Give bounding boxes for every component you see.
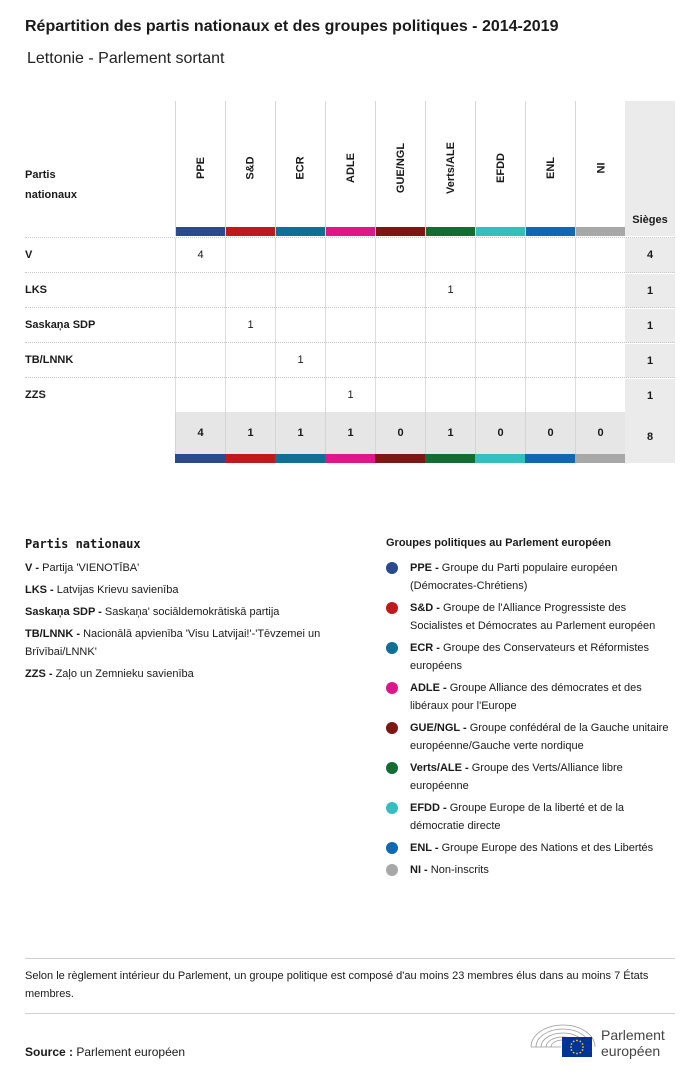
table-cell: 1 xyxy=(275,343,325,378)
group-legend-name: Groupe Alliance des démocrates et des libéraux pour l'Europe xyxy=(410,682,642,712)
party-legend-item xyxy=(25,665,365,683)
row-seats: 1 xyxy=(625,378,675,414)
table-cell xyxy=(575,308,625,343)
group-color-dot-icon xyxy=(386,842,398,854)
row-seats: 1 xyxy=(625,343,675,379)
party-legend-item xyxy=(25,559,365,577)
table-cell xyxy=(475,378,525,413)
source-line xyxy=(25,1045,185,1059)
group-header-label-wrap xyxy=(176,113,226,223)
table-cell xyxy=(475,238,525,273)
group-legend-name: Groupe Europe de la liberté et de la démocratie directe xyxy=(410,802,625,832)
group-header-label: ECR xyxy=(294,156,307,180)
party-column-header: Partis nationaux xyxy=(25,169,77,201)
table-cell xyxy=(175,378,225,413)
parliament-logo xyxy=(529,1021,679,1061)
table-cell xyxy=(475,308,525,343)
total-cell: 1 xyxy=(225,412,275,454)
group-legend-item xyxy=(386,861,676,879)
table-cell xyxy=(475,343,525,378)
table-cell: 1 xyxy=(425,273,475,308)
group-header-label: EFDD xyxy=(494,153,507,183)
source-label: Source : xyxy=(25,1045,74,1059)
table-cell xyxy=(475,273,525,308)
total-cell: 1 xyxy=(325,412,375,454)
row-party-name: V xyxy=(25,249,33,261)
group-legend-item xyxy=(386,719,676,755)
table-cell xyxy=(275,308,325,343)
national-parties-legend-title: Partis nationaux xyxy=(25,537,141,551)
group-color-dot-icon xyxy=(386,602,398,614)
group-header-label-wrap xyxy=(376,113,426,223)
table-row xyxy=(25,272,675,308)
table-row xyxy=(25,342,675,378)
group-header-label: GUE/NGL xyxy=(395,142,407,194)
group-header-label: ADLE xyxy=(344,153,357,183)
page-subtitle: Lettonie - Parlement sortant xyxy=(27,50,225,67)
table-cell xyxy=(425,238,475,273)
group-legend-name: Groupe des Conservateurs et Réformistes européens xyxy=(410,642,650,672)
group-color-bar xyxy=(176,227,226,236)
group-legend-name: Groupe de l'Alliance Progressiste des Socialistes et Démocrates au Parlement européen xyxy=(410,602,656,632)
group-legend-abbr: NI - xyxy=(410,864,428,876)
table-cell xyxy=(275,238,325,273)
group-legend-name: Groupe confédéral de la Gauche unitaire européenne/Gauche verte nordique xyxy=(410,722,669,752)
group-legend-abbr: S&D - xyxy=(410,602,440,614)
seats-header-label: Sièges xyxy=(632,214,668,226)
group-header-col xyxy=(225,101,276,236)
total-cell: 0 xyxy=(575,412,625,454)
total-cell: 4 xyxy=(175,412,225,454)
group-header-label: PPE xyxy=(194,156,207,180)
group-color-dot-icon xyxy=(386,562,398,574)
table-cell xyxy=(325,308,375,343)
group-color-dot-icon xyxy=(386,762,398,774)
total-color-bar xyxy=(475,454,525,463)
table-cell: 4 xyxy=(175,238,225,273)
group-header-label-wrap xyxy=(426,113,476,223)
group-header-label: Verts/ALE xyxy=(445,142,457,194)
group-legend-abbr: ADLE - xyxy=(410,682,447,694)
political-groups-legend xyxy=(386,537,676,883)
table-cell xyxy=(325,238,375,273)
group-header-col xyxy=(275,101,326,236)
total-color-bar xyxy=(575,454,625,463)
group-header-label-wrap xyxy=(476,113,526,223)
party-legend-item xyxy=(25,581,365,599)
group-color-dot-icon xyxy=(386,722,398,734)
group-legend-abbr: ECR - xyxy=(410,642,440,654)
table-cell xyxy=(225,378,275,413)
table-cell xyxy=(275,273,325,308)
group-header-col xyxy=(175,101,226,236)
table-cell xyxy=(425,343,475,378)
group-color-bar xyxy=(376,227,426,236)
table-cell xyxy=(375,378,425,413)
table-cell xyxy=(175,343,225,378)
group-header-label-wrap xyxy=(326,113,376,223)
total-color-bar xyxy=(325,454,375,463)
page-title: Répartition des partis nationaux et des groupes politiques - 2014-2019 xyxy=(25,18,559,35)
table-cell: 1 xyxy=(225,308,275,343)
totals-row xyxy=(175,412,675,463)
table-cell xyxy=(575,378,625,413)
group-header-col xyxy=(375,101,426,236)
party-legend-abbr: Saskaņa SDP - xyxy=(25,606,102,618)
group-legend-item xyxy=(386,839,676,857)
total-cell: 1 xyxy=(425,412,475,454)
group-legend-item xyxy=(386,799,676,835)
party-legend-abbr: TB/LNNK - xyxy=(25,628,80,640)
group-legend-name: Non-inscrits xyxy=(430,864,489,876)
total-color-bar xyxy=(375,454,425,463)
party-legend-name: Nacionālā apvienība 'Visu Latvijai!'-'Tēvzemei un Brīvībai/LNNK' xyxy=(25,628,321,658)
total-cell: 1 xyxy=(275,412,325,454)
total-color-bar xyxy=(225,454,275,463)
party-legend-abbr: LKS - xyxy=(25,584,54,596)
total-seats: 8 xyxy=(625,412,675,463)
group-header-col xyxy=(575,101,626,236)
table-cell xyxy=(275,378,325,413)
table-row xyxy=(25,307,675,343)
table-cell xyxy=(425,308,475,343)
group-color-bar xyxy=(476,227,526,236)
group-color-bar xyxy=(426,227,476,236)
group-color-dot-icon xyxy=(386,642,398,654)
logo-line-1: Parlement xyxy=(601,1027,665,1043)
political-groups-legend-title: Groupes politiques au Parlement européen xyxy=(386,537,611,549)
source-value: Parlement européen xyxy=(76,1045,186,1059)
party-legend-name: Zaļo un Zemnieku savienība xyxy=(55,668,194,680)
row-party-name: Saskaņa SDP xyxy=(25,319,96,331)
party-legend-abbr: V - xyxy=(25,562,40,574)
group-legend-abbr: EFDD - xyxy=(410,802,447,814)
row-seats: 1 xyxy=(625,308,675,344)
total-cell: 0 xyxy=(475,412,525,454)
table-cell xyxy=(575,273,625,308)
group-legend-abbr: ENL - xyxy=(410,842,439,854)
table-cell: 1 xyxy=(325,378,375,413)
table-cell xyxy=(525,238,575,273)
table-cell xyxy=(175,308,225,343)
group-legend-name: Groupe des Verts/Alliance libre européenne xyxy=(410,762,623,792)
table-cell xyxy=(225,273,275,308)
table-cell xyxy=(375,238,425,273)
group-header-label-wrap xyxy=(526,113,576,223)
group-color-dot-icon xyxy=(386,682,398,694)
group-legend-item xyxy=(386,559,676,595)
party-legend-name: Latvijas Krievu savienība xyxy=(56,584,179,596)
party-legend-item xyxy=(25,603,365,621)
party-legend-name: Partija 'VIENOTĪBA' xyxy=(42,562,140,574)
group-legend-item xyxy=(386,599,676,635)
total-cell: 0 xyxy=(525,412,575,454)
table-cell xyxy=(375,308,425,343)
group-legend-item xyxy=(386,759,676,795)
table-cell xyxy=(225,238,275,273)
group-header-label: S&D xyxy=(244,156,257,180)
group-legend-item xyxy=(386,639,676,675)
table-cell xyxy=(575,343,625,378)
group-color-bar xyxy=(526,227,576,236)
logo-line-2: européen xyxy=(601,1043,661,1059)
group-legend-abbr: PPE - xyxy=(410,562,439,574)
group-header-col xyxy=(425,101,476,236)
footnote: Selon le règlement intérieur du Parlement, un groupe politique est composé d'au moins 23 membres élus dans au moins 7 États membres. xyxy=(25,958,675,1014)
group-legend-name: Groupe du Parti populaire européen (Démocrates-Chrétiens) xyxy=(410,562,618,592)
table-cell xyxy=(525,273,575,308)
group-legend-item xyxy=(386,679,676,715)
group-header-label: NI xyxy=(595,162,607,174)
row-seats: 4 xyxy=(625,238,675,273)
table-row xyxy=(25,237,675,273)
group-header-label-wrap xyxy=(576,113,626,223)
table-cell xyxy=(175,273,225,308)
group-legend-abbr: Verts/ALE - xyxy=(410,762,469,774)
total-cell: 0 xyxy=(375,412,425,454)
group-color-bar xyxy=(276,227,326,236)
group-header-label-wrap xyxy=(226,113,276,223)
table-cell xyxy=(575,238,625,273)
table-cell xyxy=(225,343,275,378)
total-color-bar xyxy=(525,454,575,463)
table-cell xyxy=(525,308,575,343)
party-legend-abbr: ZZS - xyxy=(25,668,53,680)
group-header-label-wrap xyxy=(276,113,326,223)
group-color-bar xyxy=(576,227,626,236)
group-color-bar xyxy=(326,227,376,236)
logo-text xyxy=(601,1027,665,1059)
table-cell xyxy=(525,343,575,378)
table-cell xyxy=(325,273,375,308)
table-cell xyxy=(325,343,375,378)
group-header-col xyxy=(525,101,576,236)
total-color-bar xyxy=(175,454,225,463)
table-cell xyxy=(375,343,425,378)
table-cell xyxy=(525,378,575,413)
row-party-name: LKS xyxy=(25,284,47,296)
row-seats: 1 xyxy=(625,273,675,309)
group-color-dot-icon xyxy=(386,802,398,814)
group-header-col xyxy=(325,101,376,236)
group-header-col xyxy=(475,101,526,236)
group-headers xyxy=(175,101,625,236)
party-legend-item xyxy=(25,625,365,661)
group-legend-name: Groupe Europe des Nations et des Libertés xyxy=(441,842,654,854)
group-legend-abbr: GUE/NGL - xyxy=(410,722,467,734)
table-cell xyxy=(375,273,425,308)
group-color-bar xyxy=(226,227,276,236)
party-legend-name: Saskaņa' sociāldemokrātiskā partija xyxy=(104,606,280,618)
table-row xyxy=(25,377,675,413)
row-party-name: TB/LNNK xyxy=(25,354,74,366)
national-parties-legend xyxy=(25,537,365,687)
group-header-label: ENL xyxy=(545,157,557,179)
seats-column-header xyxy=(625,101,675,236)
total-color-bar xyxy=(275,454,325,463)
group-color-dot-icon xyxy=(386,864,398,876)
total-color-bar xyxy=(425,454,475,463)
table-cell xyxy=(425,378,475,413)
row-party-name: ZZS xyxy=(25,389,46,401)
